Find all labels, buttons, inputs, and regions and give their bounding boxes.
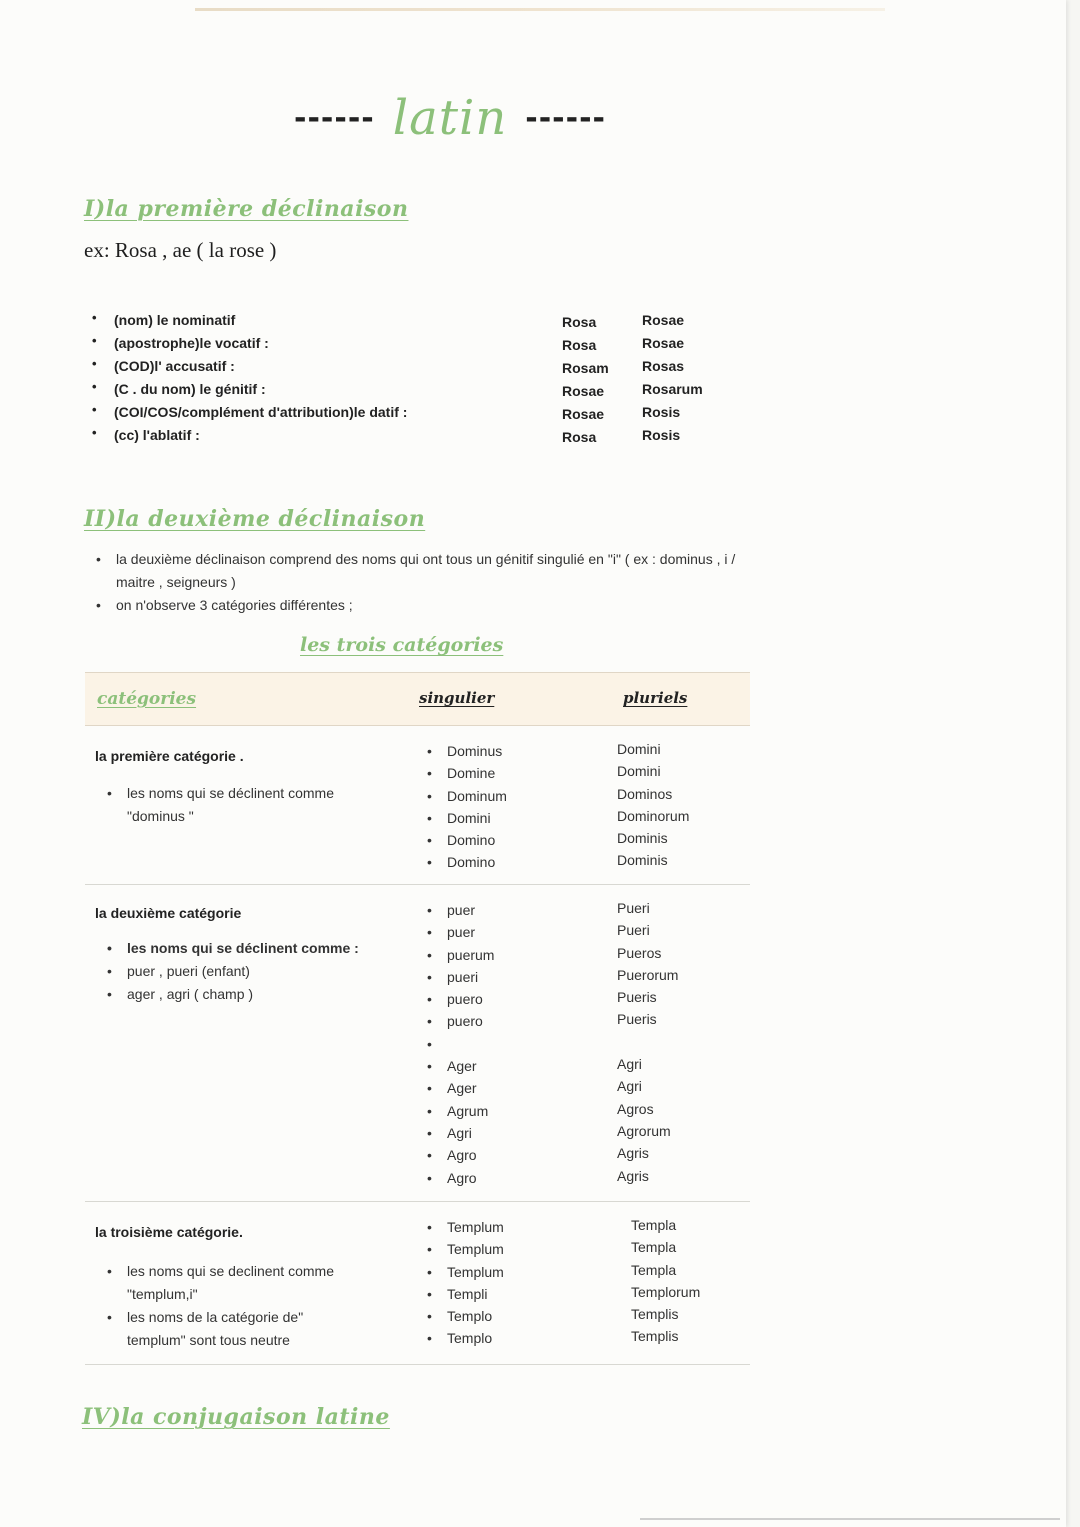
declension-form: • Dominus bbox=[425, 740, 507, 762]
declension-form: • puero bbox=[425, 1010, 494, 1032]
declension-form: • Ager bbox=[425, 1077, 494, 1099]
case-label: (COI/COS/complément d'attribution)le datif : bbox=[114, 404, 408, 420]
case-row bbox=[92, 402, 792, 425]
declension-form: • Templo bbox=[425, 1305, 504, 1327]
category-title: la troisième catégorie. bbox=[95, 1224, 243, 1240]
case-label: (apostrophe)le vocatif : bbox=[114, 335, 269, 351]
title-dashes-right: ------ bbox=[525, 100, 606, 136]
declension-form: • Templum bbox=[425, 1238, 504, 1260]
declension-form: Agris bbox=[617, 1167, 649, 1184]
declension-form: • puerum bbox=[425, 944, 494, 966]
case-singular: Rosa bbox=[562, 429, 597, 445]
header-singular: singulier bbox=[419, 689, 495, 707]
case-row bbox=[92, 333, 792, 356]
case-label: (cc) l'ablatif : bbox=[114, 427, 200, 443]
table-row-first-category bbox=[85, 726, 750, 885]
section2-info-list bbox=[94, 548, 754, 617]
category-bullet: • les noms qui se déclinent comme "dominus " bbox=[107, 782, 367, 828]
plural-forms bbox=[617, 738, 689, 872]
declension-form: • puer bbox=[425, 899, 494, 921]
case-plural: Rosis bbox=[642, 427, 681, 443]
categories-table bbox=[85, 672, 750, 1365]
category-bullet: • les noms qui se déclinent comme : bbox=[107, 937, 377, 960]
header-categories: catégories bbox=[97, 689, 197, 709]
bottom-decorative-rule bbox=[640, 1518, 1060, 1520]
category-bullet: • les noms de la catégorie de" templum" sont tous neutre bbox=[107, 1306, 357, 1352]
category-bullet: • puer , pueri (enfant) bbox=[107, 960, 377, 983]
declension-form: Pueris bbox=[617, 989, 657, 1006]
category-bullets bbox=[107, 782, 367, 828]
declension-form: Agris bbox=[617, 1145, 649, 1162]
singular-forms bbox=[425, 1216, 504, 1350]
declension-form: • Agro bbox=[425, 1144, 494, 1166]
declension-form: Pueri bbox=[617, 922, 650, 939]
table-row-third-category bbox=[85, 1202, 750, 1365]
header-plural: pluriels bbox=[623, 689, 688, 707]
declension-form: Domini bbox=[617, 763, 661, 780]
declension-form: Dominos bbox=[617, 785, 673, 802]
declension-form: • Templo bbox=[425, 1327, 504, 1349]
case-singular: Rosam bbox=[562, 360, 609, 376]
declension-form: Pueros bbox=[617, 944, 662, 961]
category-bullets bbox=[107, 1260, 357, 1352]
page-title: latin bbox=[392, 90, 508, 146]
declension-form: Agrorum bbox=[617, 1122, 671, 1139]
bullet-icon: • bbox=[92, 310, 97, 325]
declension-form: Dominis bbox=[617, 830, 668, 847]
category-title: la deuxième catégorie bbox=[95, 905, 242, 921]
case-plural: Rosarum bbox=[642, 381, 703, 397]
title-row bbox=[0, 86, 900, 150]
bullet-icon: • bbox=[92, 379, 97, 394]
case-row bbox=[92, 425, 792, 448]
section2-heading: II)la deuxième déclinaison bbox=[84, 506, 426, 532]
case-plural: Rosis bbox=[642, 404, 681, 420]
info-item: • la deuxième déclinaison comprend des noms qui ont tous un génitif singulié en "i" ( ex : dominus , i / maitre , seigneurs ) bbox=[94, 548, 754, 594]
declension-form: • Agrum bbox=[425, 1100, 494, 1122]
bullet-icon: • bbox=[92, 356, 97, 371]
declension-form: Templis bbox=[631, 1306, 679, 1323]
declension-form: Agros bbox=[617, 1100, 654, 1117]
case-plural: Rosae bbox=[642, 335, 685, 351]
declension-form: • Domino bbox=[425, 851, 507, 873]
declension-form: • Agri bbox=[425, 1122, 494, 1144]
case-list bbox=[92, 310, 792, 448]
section1-heading: I)la première déclinaison bbox=[84, 196, 409, 222]
top-decorative-rule bbox=[195, 8, 885, 11]
bullet-icon: • bbox=[92, 402, 97, 417]
declension-form: • Templi bbox=[425, 1283, 504, 1305]
case-singular: Rosa bbox=[562, 314, 597, 330]
table-row-second-category bbox=[85, 885, 750, 1202]
declension-form: Pueris bbox=[617, 1011, 657, 1028]
table-header bbox=[85, 672, 750, 726]
declension-form: • Templum bbox=[425, 1216, 504, 1238]
declension-form: • Dominum bbox=[425, 785, 507, 807]
declension-form: • puer bbox=[425, 921, 494, 943]
case-plural: Rosas bbox=[642, 358, 685, 374]
declension-form: Templa bbox=[631, 1217, 677, 1233]
declension-form: Templis bbox=[631, 1328, 679, 1345]
declension-form: Agri bbox=[617, 1078, 642, 1095]
declension-form: Templa bbox=[631, 1261, 677, 1278]
category-bullet: • ager , agri ( champ ) bbox=[107, 983, 377, 1006]
plural-forms bbox=[617, 897, 678, 1187]
case-label: (nom) le nominatif bbox=[114, 312, 236, 328]
declension-form: • puero bbox=[425, 988, 494, 1010]
case-label: (COD)l' accusatif : bbox=[114, 358, 235, 374]
declension-form: • Templum bbox=[425, 1261, 504, 1283]
info-item: • on n'observe 3 catégories différentes ; bbox=[94, 594, 754, 617]
declension-form: Pueri bbox=[617, 900, 650, 916]
category-bullet: • les noms qui se declinent comme "templum,i" bbox=[107, 1260, 357, 1306]
case-singular: Rosae bbox=[562, 383, 605, 399]
declension-form: Templorum bbox=[631, 1283, 701, 1300]
title-dashes-left: ------ bbox=[294, 100, 375, 136]
singular-forms bbox=[425, 899, 494, 1189]
singular-forms bbox=[425, 740, 507, 874]
case-row bbox=[92, 310, 792, 333]
declension-form: Domini bbox=[617, 741, 661, 757]
plural-forms bbox=[631, 1214, 700, 1348]
declension-form: • pueri bbox=[425, 966, 494, 988]
declension-form: Puerorum bbox=[617, 966, 679, 983]
case-label: (C . du nom) le génitif : bbox=[114, 381, 266, 397]
declension-form: • Ager bbox=[425, 1055, 494, 1077]
bullet-icon: • bbox=[92, 333, 97, 348]
declension-form: • Domini bbox=[425, 807, 507, 829]
declension-form: • Domino bbox=[425, 829, 507, 851]
declension-form: Dominorum bbox=[617, 807, 690, 824]
case-plural: Rosae bbox=[642, 312, 685, 328]
declension-form: Agri bbox=[617, 1056, 642, 1073]
section1-example: ex: Rosa , ae ( la rose ) bbox=[84, 238, 277, 262]
case-singular: Rosa bbox=[562, 337, 597, 353]
case-singular: Rosae bbox=[562, 406, 605, 422]
declension-form bbox=[425, 1033, 494, 1055]
case-row bbox=[92, 356, 792, 379]
bullet-icon: • bbox=[92, 425, 97, 440]
category-title: la première catégorie . bbox=[95, 748, 244, 764]
section3-heading: IV)la conjugaison latine bbox=[82, 1404, 390, 1430]
declension-form: Templa bbox=[631, 1239, 677, 1256]
declension-form: • Domine bbox=[425, 762, 507, 784]
declension-form: Dominis bbox=[617, 852, 668, 869]
table-subheading: les trois catégories bbox=[300, 634, 504, 656]
declension-form bbox=[617, 1031, 678, 1053]
declension-form: • Agro bbox=[425, 1167, 494, 1189]
case-row bbox=[92, 379, 792, 402]
category-bullets bbox=[107, 937, 377, 1006]
